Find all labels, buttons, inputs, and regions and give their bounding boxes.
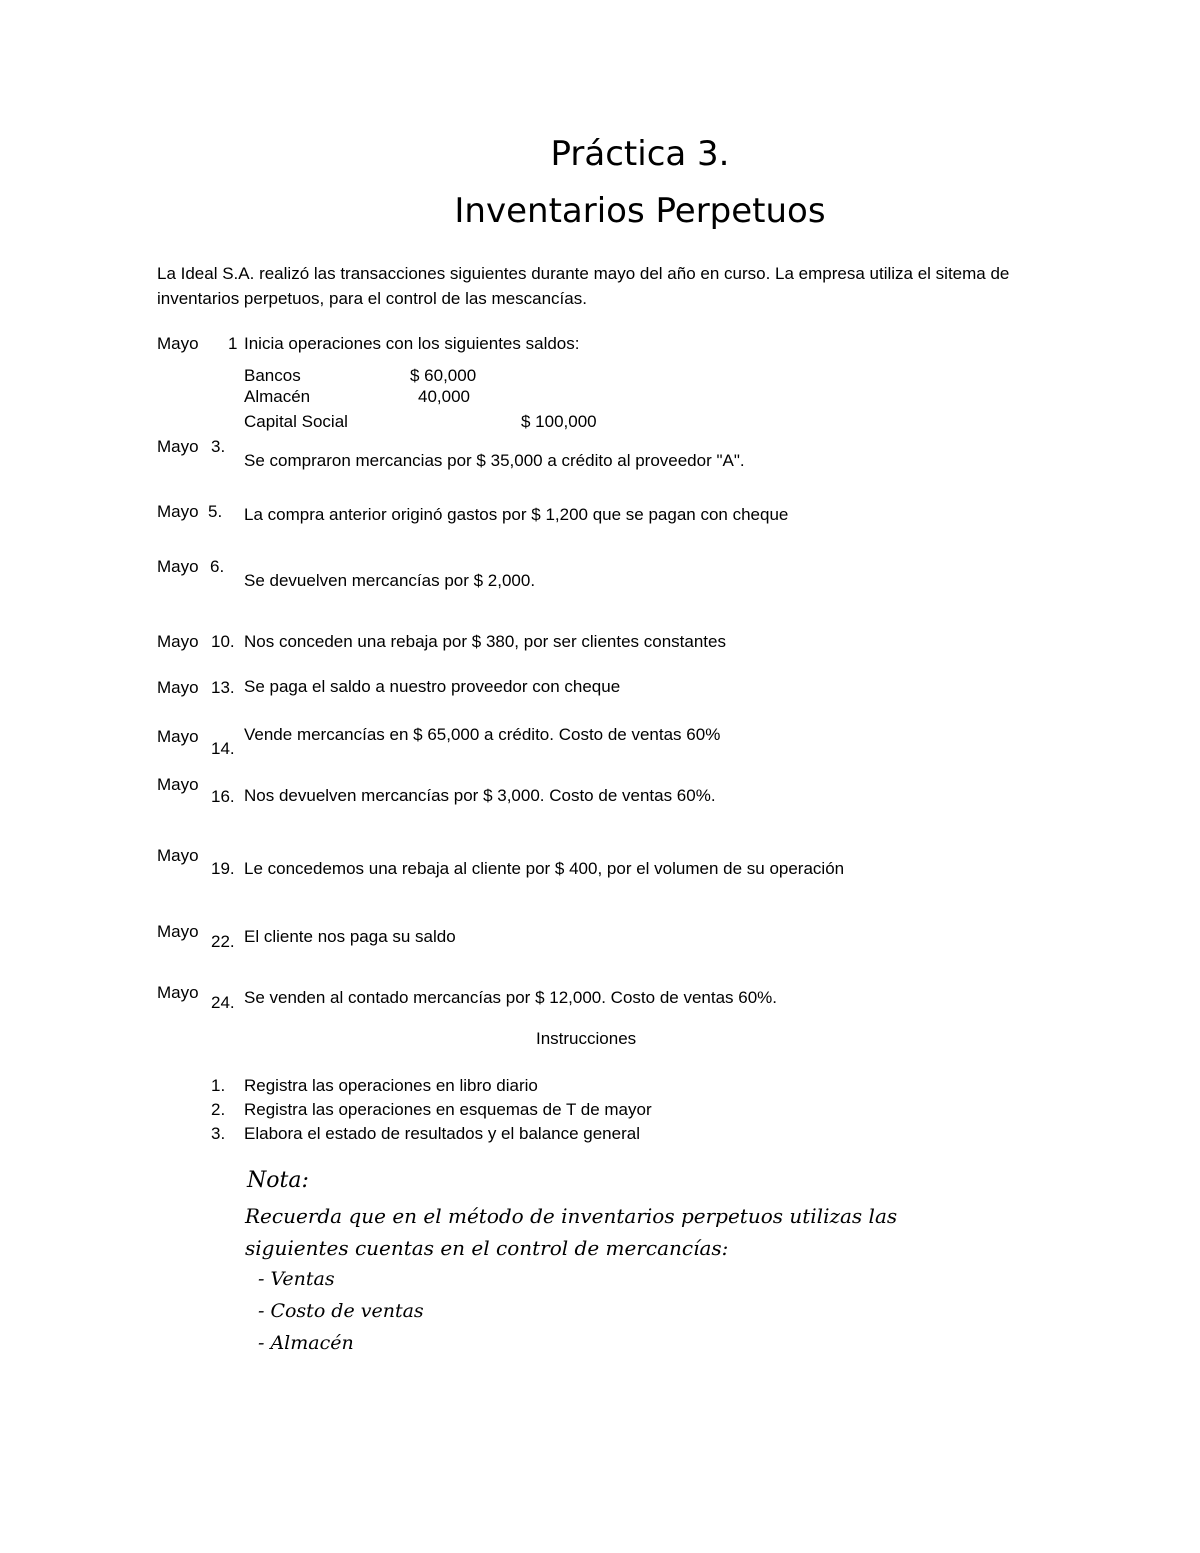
- opening-month: Mayo: [157, 334, 199, 353]
- balance-account: Almacén: [244, 387, 311, 406]
- transaction-day: 22.: [211, 932, 235, 951]
- transaction-text: Se venden al contado mercancías por $ 12,000. Costo de ventas 60%.: [244, 988, 778, 1007]
- transaction-text: Se compraron mercancias por $ 35,000 a crédito al proveedor "A".: [244, 451, 745, 470]
- transaction-text: La compra anterior originó gastos por $ 1,200 que se pagan con cheque: [244, 505, 789, 524]
- balance-amount: $ 60,000: [410, 366, 477, 385]
- balance-account: Capital Social: [244, 412, 348, 431]
- instruction-number: 2.: [211, 1100, 226, 1119]
- transaction-text: Nos devuelven mercancías por $ 3,000. Costo de ventas 60%.: [244, 786, 716, 805]
- transaction-month: Mayo: [157, 557, 199, 576]
- note-line: Recuerda que en el método de inventarios perpetuos utilizas las: [245, 1204, 898, 1228]
- transaction-text: Le concedemos una rebaja al cliente por $ 400, por el volumen de su operación: [244, 859, 845, 878]
- note-title: Nota:: [247, 1168, 309, 1193]
- page-title: Práctica 3.: [550, 134, 730, 174]
- transaction-month: Mayo: [157, 678, 199, 697]
- transaction-day: 16.: [211, 787, 235, 806]
- transaction-month: Mayo: [157, 775, 199, 794]
- opening-text: Inicia operaciones con los siguientes saldos:: [244, 334, 580, 353]
- transaction-day: 5.: [208, 502, 223, 521]
- transaction-day: 10.: [211, 632, 235, 651]
- transaction-text: Se devuelven mercancías por $ 2,000.: [244, 571, 536, 590]
- instruction-text: Registra las operaciones en esquemas de T de mayor: [244, 1100, 652, 1119]
- note-list-item: - Almacén: [258, 1332, 354, 1354]
- instruction-text: Elabora el estado de resultados y el balance general: [244, 1124, 640, 1143]
- transaction-text: Se paga el saldo a nuestro proveedor con cheque: [244, 677, 621, 696]
- transaction-month: Mayo: [157, 983, 199, 1002]
- transaction-day: 14.: [211, 739, 235, 758]
- balance-account: Bancos: [244, 366, 301, 385]
- transaction-day: 6.: [210, 557, 225, 576]
- transaction-month: Mayo: [157, 437, 199, 456]
- instruction-number: 1.: [211, 1076, 226, 1095]
- page-subtitle: Inventarios Perpetuos: [454, 191, 826, 231]
- balance-amount: $ 100,000: [521, 412, 597, 431]
- note-list-item: - Costo de ventas: [258, 1300, 424, 1322]
- opening-day: 1: [228, 334, 238, 353]
- note-line: siguientes cuentas en el control de mercancías:: [245, 1236, 729, 1260]
- transaction-day: 24.: [211, 993, 235, 1012]
- instructions-title: Instrucciones: [536, 1029, 637, 1048]
- transaction-day: 3.: [211, 437, 226, 456]
- transaction-month: Mayo: [157, 727, 199, 746]
- balance-amount: 40,000: [418, 387, 470, 406]
- note-list-item: - Ventas: [258, 1268, 335, 1290]
- transaction-day: 13.: [211, 678, 235, 697]
- intro-paragraph: La Ideal S.A. realizó las transacciones siguientes durante mayo del año en curso. La empresa utiliza el sitema de inventarios perpetuos, para el control de las mescancías.: [157, 264, 1010, 308]
- transaction-month: Mayo: [157, 922, 199, 941]
- instruction-text: Registra las operaciones en libro diario: [244, 1076, 538, 1095]
- instruction-number: 3.: [211, 1124, 226, 1143]
- transaction-month: Mayo: [157, 502, 199, 521]
- transaction-month: Mayo: [157, 632, 199, 651]
- transaction-month: Mayo: [157, 846, 199, 865]
- transaction-text: Nos conceden una rebaja por $ 380, por ser clientes constantes: [244, 632, 726, 651]
- transaction-text: Vende mercancías en $ 65,000 a crédito. Costo de ventas 60%: [244, 725, 721, 744]
- transaction-day: 19.: [211, 859, 235, 878]
- transaction-text: El cliente nos paga su saldo: [244, 927, 456, 946]
